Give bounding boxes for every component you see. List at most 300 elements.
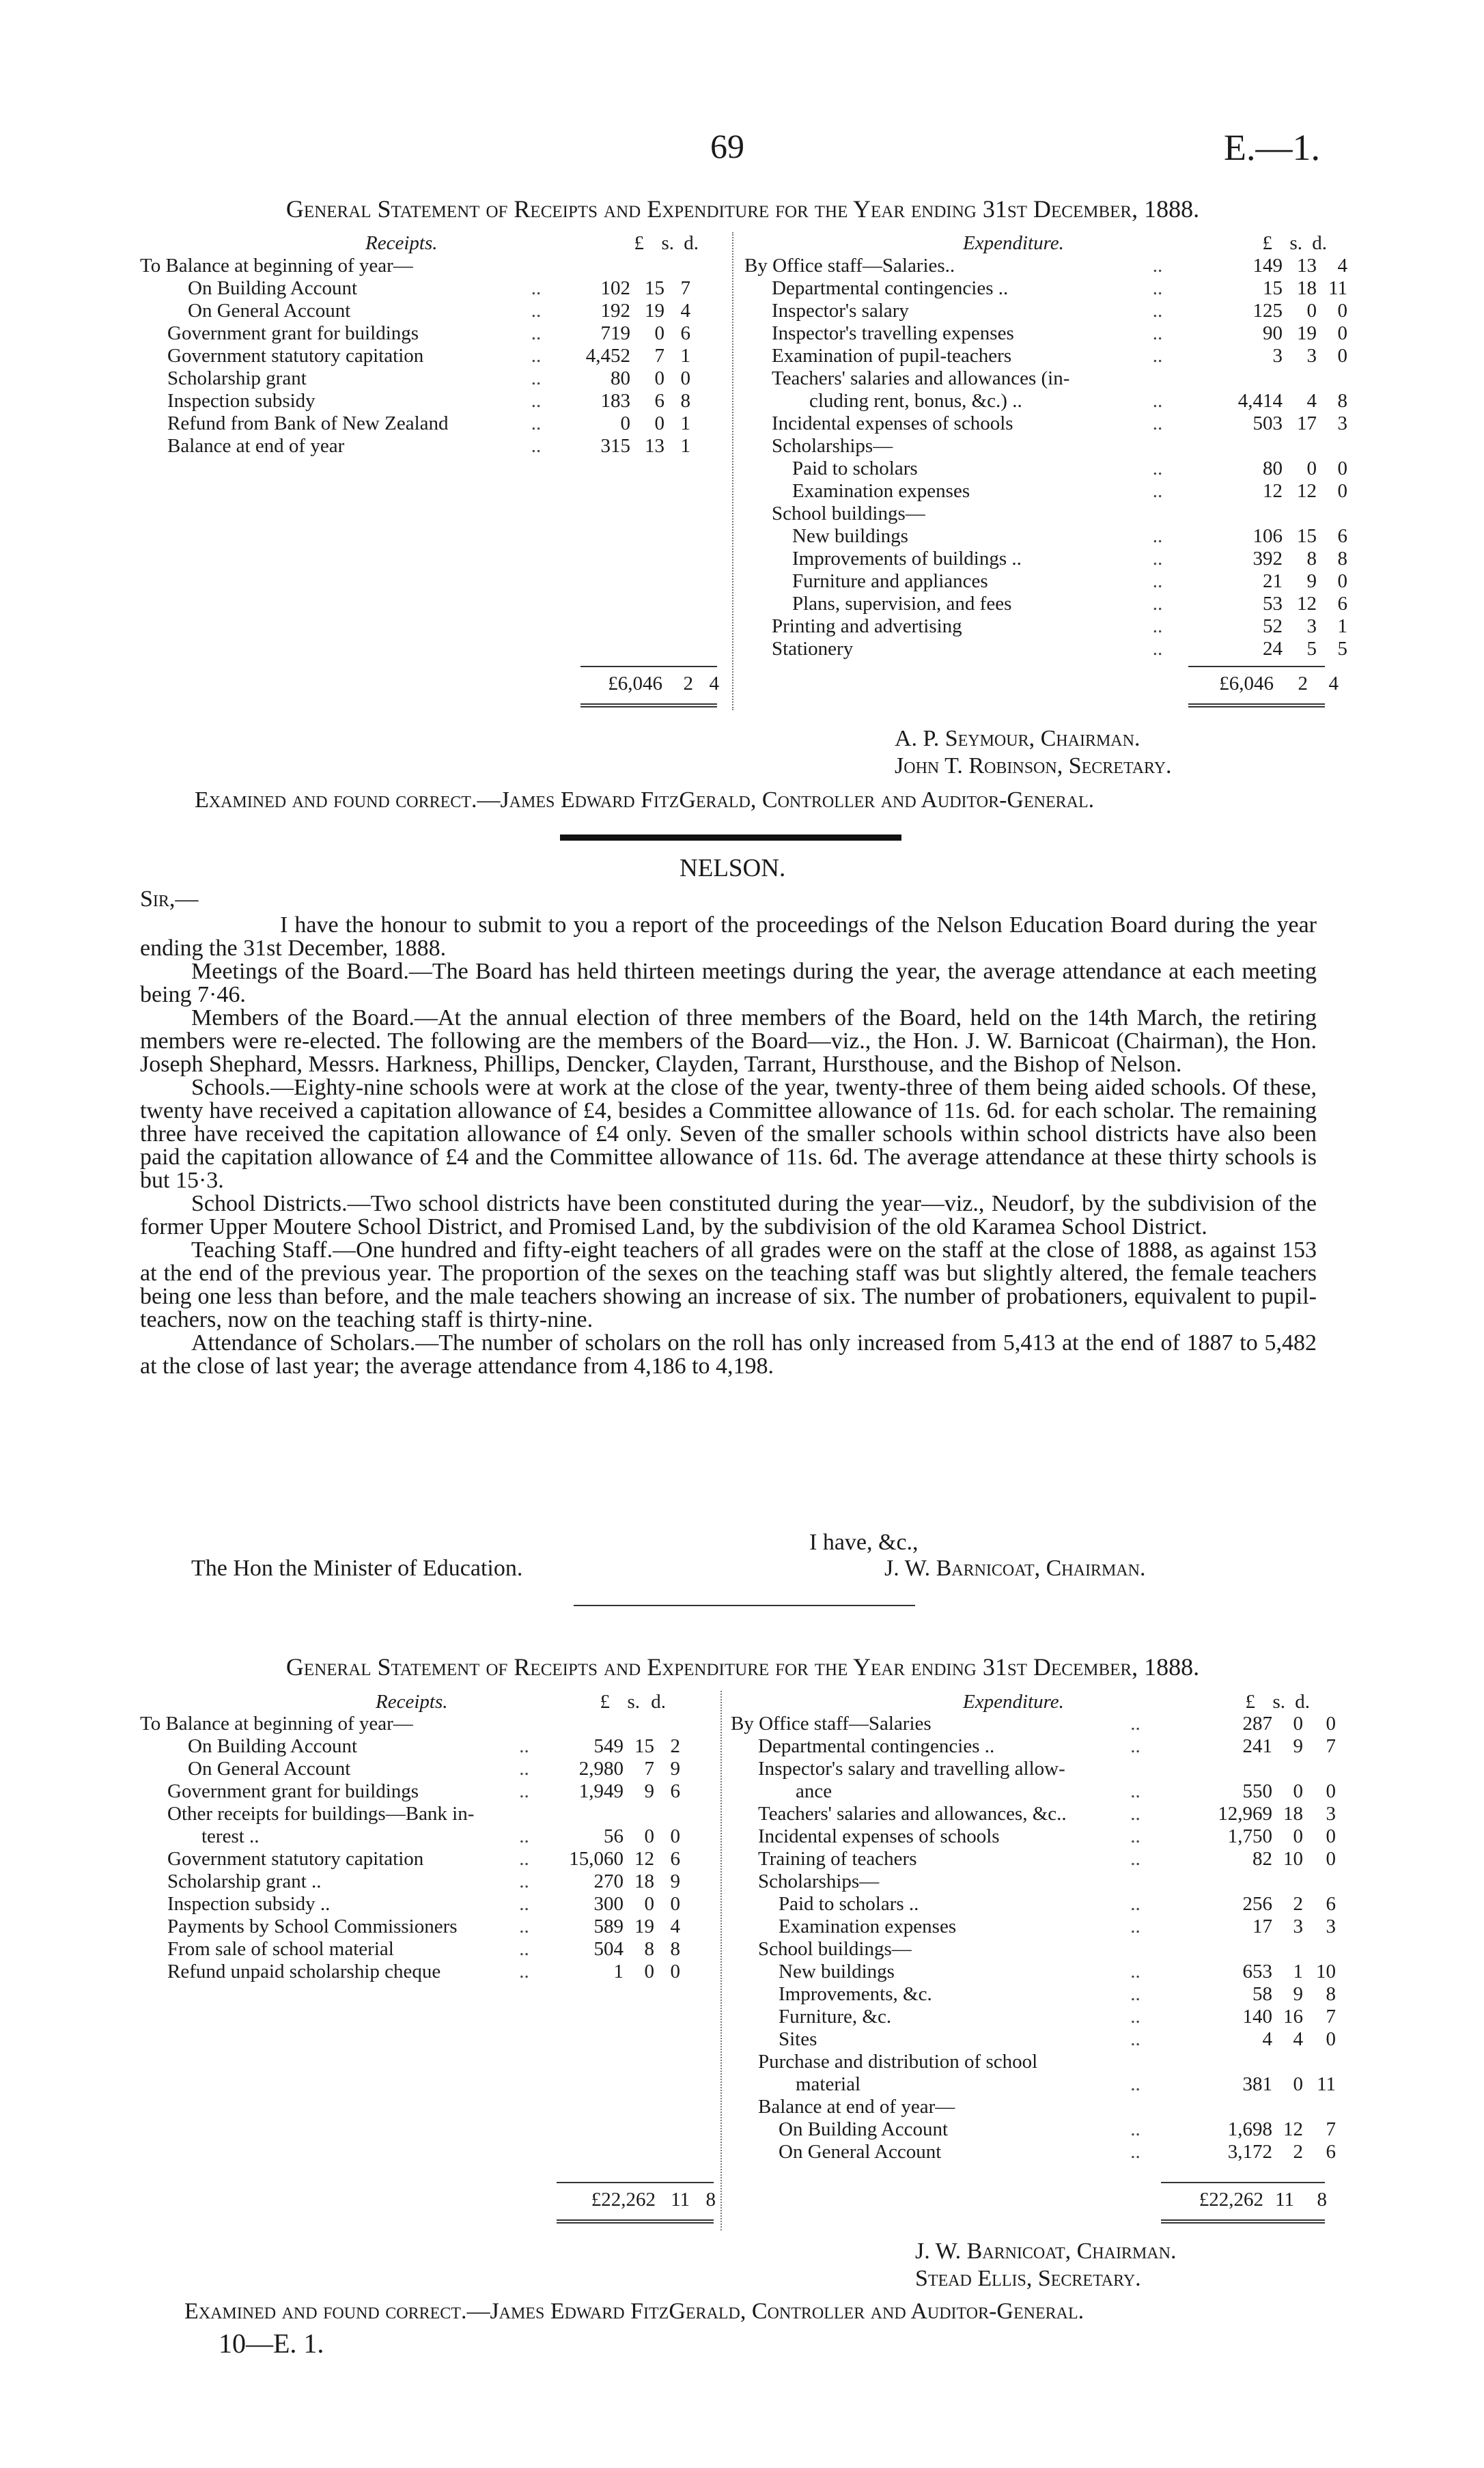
table-row [140, 1893, 682, 1916]
leader-dots: .. [1152, 615, 1163, 637]
pence-cell: 6 [1337, 593, 1347, 615]
report-paragraph: Members of the Board.—At the annual election of three members of the Board, held on the 14th March, the retiring members were re-elected. The following are the members of the Board—viz., the Hon. J. W. Barnicoat (Chairman), the Hon. Joseph Shephard, Messrs. Harkness, Phillips, Dencker, Clayden, Tarrant, Hursthouse, and the Bishop of Nelson. [140, 1005, 1317, 1077]
receipts-double-rule [557, 2219, 714, 2224]
shillings-cell: 13 [645, 435, 664, 457]
pence-cell: 0 [1337, 300, 1347, 322]
shillings-cell [1274, 2051, 1304, 2073]
pounds-cell: 24 [1263, 638, 1283, 660]
table-row [731, 1983, 1337, 2006]
leader-dots: .. [1152, 345, 1163, 367]
pounds-cell [1188, 435, 1284, 458]
table-row [744, 458, 1349, 480]
pounds-cell: 550 [1242, 1780, 1272, 1802]
report-paragraph: Meetings of the Board.—The Board has held thirteen meetings during the year, the average attendance at each meeting being 7·46. [140, 959, 1317, 1007]
shillings-cell: 2 [1293, 2141, 1303, 2163]
receipts-total-rule [557, 2182, 714, 2183]
nelson-report-body [140, 914, 1317, 1378]
pence-cell: 7 [1326, 1735, 1336, 1757]
pence-cell: 3 [1326, 1916, 1336, 1937]
shillings-cell: 10 [1283, 1848, 1303, 1870]
leader-dots [1110, 1870, 1161, 1893]
table-row [744, 367, 1349, 390]
expenditure-double-rule [1161, 2219, 1325, 2224]
report-paragraph: School Districts.—Two school districts have been constituted during the year—viz., Neudorf, by the subdivision of the former Upper Moutere School District, and Promised Land, by the subdivision of the old Karamea School District. [140, 1191, 1317, 1239]
leader-dots [1110, 1938, 1161, 1961]
table-row [731, 1916, 1337, 1938]
shillings-cell [1274, 1758, 1304, 1780]
row-label: Incidental expenses of schools [758, 1825, 1000, 1847]
shillings-cell: 5 [1306, 638, 1317, 660]
pounds-cell: 241 [1242, 1735, 1272, 1757]
leader-dots [1110, 2051, 1161, 2073]
row-label: Scholarships— [772, 435, 893, 457]
total-shillings: 11 [671, 2189, 690, 2211]
row-label: School buildings— [772, 503, 925, 524]
row-label: Printing and advertising [772, 615, 962, 637]
table-row [731, 2141, 1337, 2163]
row-label: Training of teachers [758, 1848, 917, 1870]
document-reference: E.—1. [1224, 127, 1320, 168]
row-label: Scholarships— [758, 1870, 880, 1892]
page-number: 69 [710, 127, 744, 165]
statement2-expenditure-table [731, 1713, 1337, 2163]
leader-dots [1127, 503, 1188, 525]
pounds-cell: 589 [593, 1916, 624, 1937]
pounds-cell: 315 [600, 435, 630, 457]
table-row [731, 2096, 1337, 2118]
table-row [140, 1803, 682, 1825]
leader-dots: .. [1130, 1735, 1140, 1757]
pence-cell: 7 [680, 277, 690, 299]
leader-dots: .. [1130, 1848, 1140, 1870]
pounds-cell: 183 [600, 390, 630, 412]
footer-signature-mark: 10—E. 1. [219, 2328, 324, 2359]
row-label: Balance at end of year [167, 435, 345, 457]
shillings-heading: s. [1272, 1691, 1285, 1713]
leader-dots [509, 1713, 540, 1735]
leader-dots [1110, 2096, 1161, 2118]
row-label: Improvements, &c. [779, 1983, 932, 2005]
pence-cell [1304, 2051, 1337, 2073]
pence-cell: 1 [680, 345, 690, 367]
pence-heading: d. [684, 232, 699, 254]
pence-cell [1304, 1938, 1337, 1961]
table-row [744, 615, 1349, 638]
statement1-receipts-heading: Receipts. [365, 232, 438, 254]
leader-dots: .. [1152, 322, 1163, 344]
pounds-cell: 4,414 [1237, 390, 1283, 412]
pounds-cell: 549 [593, 1735, 624, 1757]
pounds-heading: £ [1245, 1691, 1255, 1713]
table-row [731, 2028, 1337, 2051]
table-row [731, 1780, 1337, 1803]
leader-dots: .. [531, 345, 542, 367]
pounds-heading: £ [600, 1691, 610, 1713]
pounds-cell: 82 [1252, 1848, 1272, 1870]
row-label: Purchase and distribution of school [758, 2051, 1038, 2073]
total-shillings: 11 [1275, 2189, 1294, 2211]
row-label: Government statutory capitation [167, 345, 424, 367]
pounds-cell: 15,060 [569, 1848, 624, 1870]
pounds-cell [1161, 2051, 1274, 2073]
row-label: Inspection subsidy .. [167, 1893, 331, 1915]
statement1-expenditure-heading: Expenditure. [963, 232, 1064, 254]
row-label: On General Account [779, 2141, 942, 2163]
pounds-cell: 12,969 [1218, 1803, 1272, 1825]
table-row [140, 277, 692, 300]
shillings-cell: 12 [1297, 480, 1317, 502]
table-row [140, 1961, 682, 1983]
leader-dots: .. [1130, 1916, 1140, 1937]
leader-dots [512, 255, 560, 277]
total-pence: 4 [1328, 673, 1339, 695]
row-label: Paid to scholars .. [779, 1893, 919, 1915]
row-label: Examination expenses [779, 1916, 957, 1937]
pounds-cell: 192 [600, 300, 630, 322]
row-label: On Building Account [188, 1735, 358, 1757]
shillings-cell: 0 [1293, 1780, 1303, 1802]
pounds-cell: 3 [1272, 345, 1283, 367]
table-row [140, 1825, 682, 1848]
pence-cell: 10 [1316, 1961, 1336, 1982]
leader-dots: .. [1152, 570, 1163, 592]
pence-cell [1304, 1870, 1337, 1893]
pounds-cell: 1,698 [1227, 2118, 1272, 2140]
row-label: By Office staff—Salaries [731, 1713, 932, 1735]
table-row [140, 412, 692, 435]
nelson-heading: NELSON. [680, 854, 786, 882]
pence-cell: 6 [670, 1848, 680, 1870]
leader-dots [509, 1803, 540, 1825]
letter-salutation: Sir,— [140, 886, 199, 912]
row-label: Refund unpaid scholarship cheque [167, 1961, 441, 1982]
table-row [731, 1893, 1337, 1916]
total-pounds: £22,262 [1199, 2189, 1263, 2211]
row-label: Payments by School Commissioners [167, 1916, 458, 1937]
column-divider [732, 232, 733, 710]
pence-cell: 0 [1337, 345, 1347, 367]
shillings-cell: 7 [654, 345, 664, 367]
pounds-cell: 17 [1252, 1916, 1272, 1937]
pounds-cell: 4,452 [585, 345, 630, 367]
leader-dots: .. [531, 435, 542, 457]
row-label: Government statutory capitation [167, 1848, 424, 1870]
row-label: By Office staff—Salaries.. [744, 255, 955, 277]
pence-cell: 7 [1326, 2118, 1336, 2140]
statement2-receipts-currency [577, 1691, 666, 1713]
row-label: Scholarship grant [167, 367, 307, 389]
pence-cell: 6 [670, 1780, 680, 1802]
row-label: Inspector's travelling expenses [772, 322, 1014, 344]
shillings-cell: 4 [1293, 2028, 1303, 2050]
row-label: Furniture, &c. [779, 2006, 892, 2028]
row-label: Stationery [772, 638, 854, 660]
leader-dots: .. [1152, 412, 1163, 434]
shillings-cell: 19 [645, 300, 664, 322]
table-row [731, 1938, 1337, 1961]
pounds-cell: 52 [1263, 615, 1283, 637]
table-row [140, 1916, 682, 1938]
pounds-cell [1188, 367, 1284, 390]
shillings-cell [1274, 1870, 1304, 1893]
pence-cell: 1 [1337, 615, 1347, 637]
shillings-cell: 18 [1297, 277, 1317, 299]
leader-dots: .. [1130, 2141, 1140, 2163]
statement1-receipts-currency [611, 232, 699, 255]
row-label: Departmental contingencies .. [772, 277, 1009, 299]
row-label: Examination of pupil-teachers [772, 345, 1012, 367]
pence-cell: 0 [670, 1825, 680, 1847]
pence-cell [1304, 1758, 1337, 1780]
statement2-chairman-signature: J. W. Barnicoat, Chairman. [915, 2239, 1177, 2264]
receipts-total-rule [580, 666, 717, 667]
table-row [140, 1735, 682, 1758]
statement1-chairman-signature: A. P. Seymour, Chairman. [895, 726, 1140, 751]
row-label: Refund from Bank of New Zealand [167, 412, 449, 434]
shillings-cell [1284, 435, 1318, 458]
row-label: Incidental expenses of schools [772, 412, 1013, 434]
leader-dots: .. [1130, 1983, 1140, 2005]
pence-cell [1318, 367, 1349, 390]
leader-dots: .. [1152, 255, 1163, 277]
leader-dots: .. [1130, 2073, 1140, 2095]
statement2-audit-note: Examined and found correct.—James Edward FitzGerald, Controller and Auditor-General. [184, 2299, 1084, 2324]
pounds-cell: 80 [1263, 458, 1283, 479]
pence-cell: 0 [1337, 322, 1347, 344]
row-label: Government grant for buildings [167, 1780, 419, 1802]
table-row [731, 2051, 1337, 2073]
total-pounds: £22,262 [591, 2189, 656, 2211]
table-row [731, 1713, 1337, 1735]
table-row [744, 503, 1349, 525]
shillings-cell: 13 [1297, 255, 1317, 277]
pence-cell: 0 [1326, 2028, 1336, 2050]
shillings-cell: 0 [654, 367, 664, 389]
statement1-receipts-total [577, 673, 719, 695]
pence-heading: d. [1295, 1691, 1310, 1713]
leader-dots: .. [1130, 1961, 1140, 1982]
shillings-heading: s. [627, 1691, 640, 1713]
pence-cell: 2 [670, 1735, 680, 1757]
pounds-cell: 140 [1242, 2006, 1272, 2028]
table-row [140, 1870, 682, 1893]
leader-dots: .. [1130, 1893, 1140, 1915]
shillings-cell [625, 1803, 656, 1825]
shillings-cell: 12 [1283, 2118, 1303, 2140]
row-label: Scholarship grant .. [167, 1870, 322, 1892]
leader-dots: .. [531, 390, 542, 412]
section-rule [574, 1605, 915, 1606]
leader-dots: .. [1130, 1803, 1140, 1825]
pounds-cell [1161, 1870, 1274, 1893]
pounds-cell: 149 [1252, 255, 1283, 277]
pence-cell: 0 [670, 1893, 680, 1915]
row-label: Other receipts for buildings—Bank in- [167, 1803, 475, 1825]
pounds-cell: 15 [1263, 277, 1283, 299]
pounds-cell [1188, 503, 1284, 525]
pence-cell: 4 [1337, 255, 1347, 277]
pence-cell [1304, 2096, 1337, 2118]
statement1-receipts-table [140, 255, 692, 458]
statement1-expenditure-total [1181, 673, 1339, 695]
table-row [731, 1961, 1337, 1983]
leader-dots [1127, 367, 1188, 390]
table-row [731, 1870, 1337, 1893]
table-row [140, 1848, 682, 1870]
letter-closing: I have, &c., [809, 1530, 919, 1555]
row-label: Teachers' salaries and allowances (in- [772, 367, 1070, 389]
shillings-cell: 15 [645, 277, 664, 299]
row-label: ance [796, 1780, 832, 1802]
table-row [744, 345, 1349, 367]
shillings-cell: 4 [1306, 390, 1317, 412]
total-pence: 8 [705, 2189, 716, 2211]
table-row [731, 1825, 1337, 1848]
leader-dots: .. [519, 1848, 529, 1870]
pounds-cell: 392 [1252, 548, 1283, 570]
leader-dots: .. [1152, 593, 1163, 615]
pence-cell: 3 [1326, 1803, 1336, 1825]
row-label: Departmental contingencies .. [758, 1735, 995, 1757]
shillings-cell: 8 [644, 1938, 654, 1960]
shillings-cell: 0 [1293, 1825, 1303, 1847]
table-row [744, 390, 1349, 412]
pounds-cell: 2,980 [578, 1758, 624, 1780]
shillings-cell: 18 [634, 1870, 654, 1892]
statement1-title: General Statement of Receipts and Expenditure for the Year ending 31st December, 1888. [285, 195, 1200, 223]
table-row [140, 390, 692, 412]
table-row [140, 435, 692, 458]
leader-dots: .. [519, 1893, 529, 1915]
pounds-cell: 653 [1242, 1961, 1272, 1982]
pence-cell: 9 [670, 1758, 680, 1780]
total-pence: 4 [709, 673, 719, 695]
leader-dots: .. [531, 367, 542, 389]
shillings-cell: 3 [1293, 1916, 1303, 1937]
table-row [140, 1780, 682, 1803]
statement1-expenditure-currency [1233, 232, 1327, 255]
leader-dots: .. [1152, 458, 1163, 479]
pence-cell: 9 [670, 1870, 680, 1892]
row-label: terest .. [201, 1825, 260, 1847]
pounds-cell: 1 [613, 1961, 624, 1982]
row-label: Inspection subsidy [167, 390, 316, 412]
leader-dots: .. [1152, 300, 1163, 322]
pence-cell: 4 [670, 1916, 680, 1937]
leader-dots: .. [531, 300, 542, 322]
table-row [744, 548, 1349, 570]
table-row [744, 255, 1349, 277]
row-label: To Balance at beginning of year— [140, 255, 413, 277]
shillings-cell [625, 1713, 656, 1735]
row-label: On Building Account [779, 2118, 949, 2140]
row-label: Sites [779, 2028, 817, 2050]
row-label: Teachers' salaries and allowances, &c.. [758, 1803, 1067, 1825]
statement2-title: General Statement of Receipts and Expenditure for the Year ending 31st December, 1888. [285, 1653, 1200, 1681]
page-header [0, 126, 1484, 174]
shillings-cell: 7 [644, 1758, 654, 1780]
shillings-cell: 16 [1283, 2006, 1303, 2028]
pence-cell: 0 [1326, 1780, 1336, 1802]
shillings-cell: 6 [654, 390, 664, 412]
pence-cell: 0 [1337, 480, 1347, 502]
section-divider [560, 835, 901, 841]
pounds-cell: 58 [1252, 1983, 1272, 2005]
pounds-cell: 1,949 [578, 1780, 624, 1802]
report-paragraph: Attendance of Scholars.—The number of scholars on the roll has only increased from 5,413 at the end of 1887 to 5,482 at the close of last year; the average attendance from 4,186 to 4,198. [140, 1330, 1317, 1379]
shillings-cell: 0 [1293, 1713, 1303, 1735]
pence-cell: 8 [680, 390, 690, 412]
table-row [744, 638, 1349, 660]
shillings-cell: 9 [644, 1780, 654, 1802]
leader-dots [1127, 435, 1188, 458]
shillings-cell: 0 [1306, 300, 1317, 322]
pounds-cell: 3,172 [1227, 2141, 1272, 2163]
shillings-cell: 15 [634, 1735, 654, 1757]
leader-dots: .. [1130, 2118, 1140, 2140]
pence-cell: 6 [1337, 525, 1347, 547]
row-label: New buildings [792, 525, 908, 547]
row-label: School buildings— [758, 1938, 912, 1960]
pounds-cell: 102 [600, 277, 630, 299]
pounds-cell [1161, 1938, 1274, 1961]
leader-dots: .. [1152, 390, 1163, 412]
table-row [731, 1735, 1337, 1758]
table-row [744, 322, 1349, 345]
shillings-cell [1274, 2096, 1304, 2118]
report-paragraph: Teaching Staff.—One hundred and fifty-eight teachers of all grades were on the staff at the close of 1888, as against 153 at the end of the previous year. The proportion of the sexes on the teaching staff was but slightly altered, the female teachers being one less than before, and the male teachers showing an increase of six. The number of probationers, equivalent to pupil-teachers, now on the teaching staff is thirty-nine. [140, 1237, 1317, 1332]
pence-cell: 3 [1337, 412, 1347, 434]
pounds-cell: 125 [1252, 300, 1283, 322]
shillings-cell: 1 [1293, 1961, 1303, 1982]
pounds-cell: 256 [1242, 1893, 1272, 1915]
shillings-cell: 2 [1293, 1893, 1303, 1915]
expenditure-total-rule [1161, 2182, 1325, 2183]
table-row [744, 570, 1349, 593]
pence-cell: 8 [1337, 548, 1347, 570]
shillings-cell: 17 [1297, 412, 1317, 434]
statement2-expenditure-heading: Expenditure. [963, 1691, 1064, 1713]
row-label: On Building Account [188, 277, 358, 299]
row-label: To Balance at beginning of year— [140, 1713, 413, 1735]
table-row [744, 593, 1349, 615]
pence-cell: 0 [1337, 570, 1347, 592]
row-label: Inspector's salary [772, 300, 909, 322]
leader-dots: .. [519, 1735, 529, 1757]
pence-cell [1318, 435, 1349, 458]
pence-cell [656, 1803, 682, 1825]
pounds-cell: 503 [1252, 412, 1283, 434]
pence-cell: 6 [1326, 2141, 1336, 2163]
pence-cell [666, 255, 692, 277]
pounds-cell: 0 [620, 412, 630, 434]
pence-cell: 11 [1317, 2073, 1336, 2095]
shillings-cell: 3 [1306, 615, 1317, 637]
leader-dots: .. [1152, 638, 1163, 660]
pounds-cell: 381 [1242, 2073, 1272, 2095]
shillings-cell: 19 [634, 1916, 654, 1937]
table-row [731, 2006, 1337, 2028]
row-label: Balance at end of year— [758, 2096, 955, 2118]
leader-dots: .. [519, 1938, 529, 1960]
table-row [140, 367, 692, 390]
report-paragraph: Schools.—Eighty-nine schools were at work at the close of the year, twenty-three of them being aided schools. Of these, twenty have received a capitation allowance of £4, besides a Committee allowance of 11s. 6d. for each scholar. The remaining three have received the capitation allowance of £4 only. Seven of the smaller schools within school districts have also been paid the capitation allowance of £4 and the Committee allowance of 11s. 6d. The average attendance at these thirty schools is but 15·3. [140, 1075, 1317, 1193]
table-row [731, 1758, 1337, 1780]
pence-cell: 5 [1337, 638, 1347, 660]
total-pounds: £6,046 [1219, 673, 1274, 695]
leader-dots: .. [531, 277, 542, 299]
pence-cell: 6 [680, 322, 690, 344]
